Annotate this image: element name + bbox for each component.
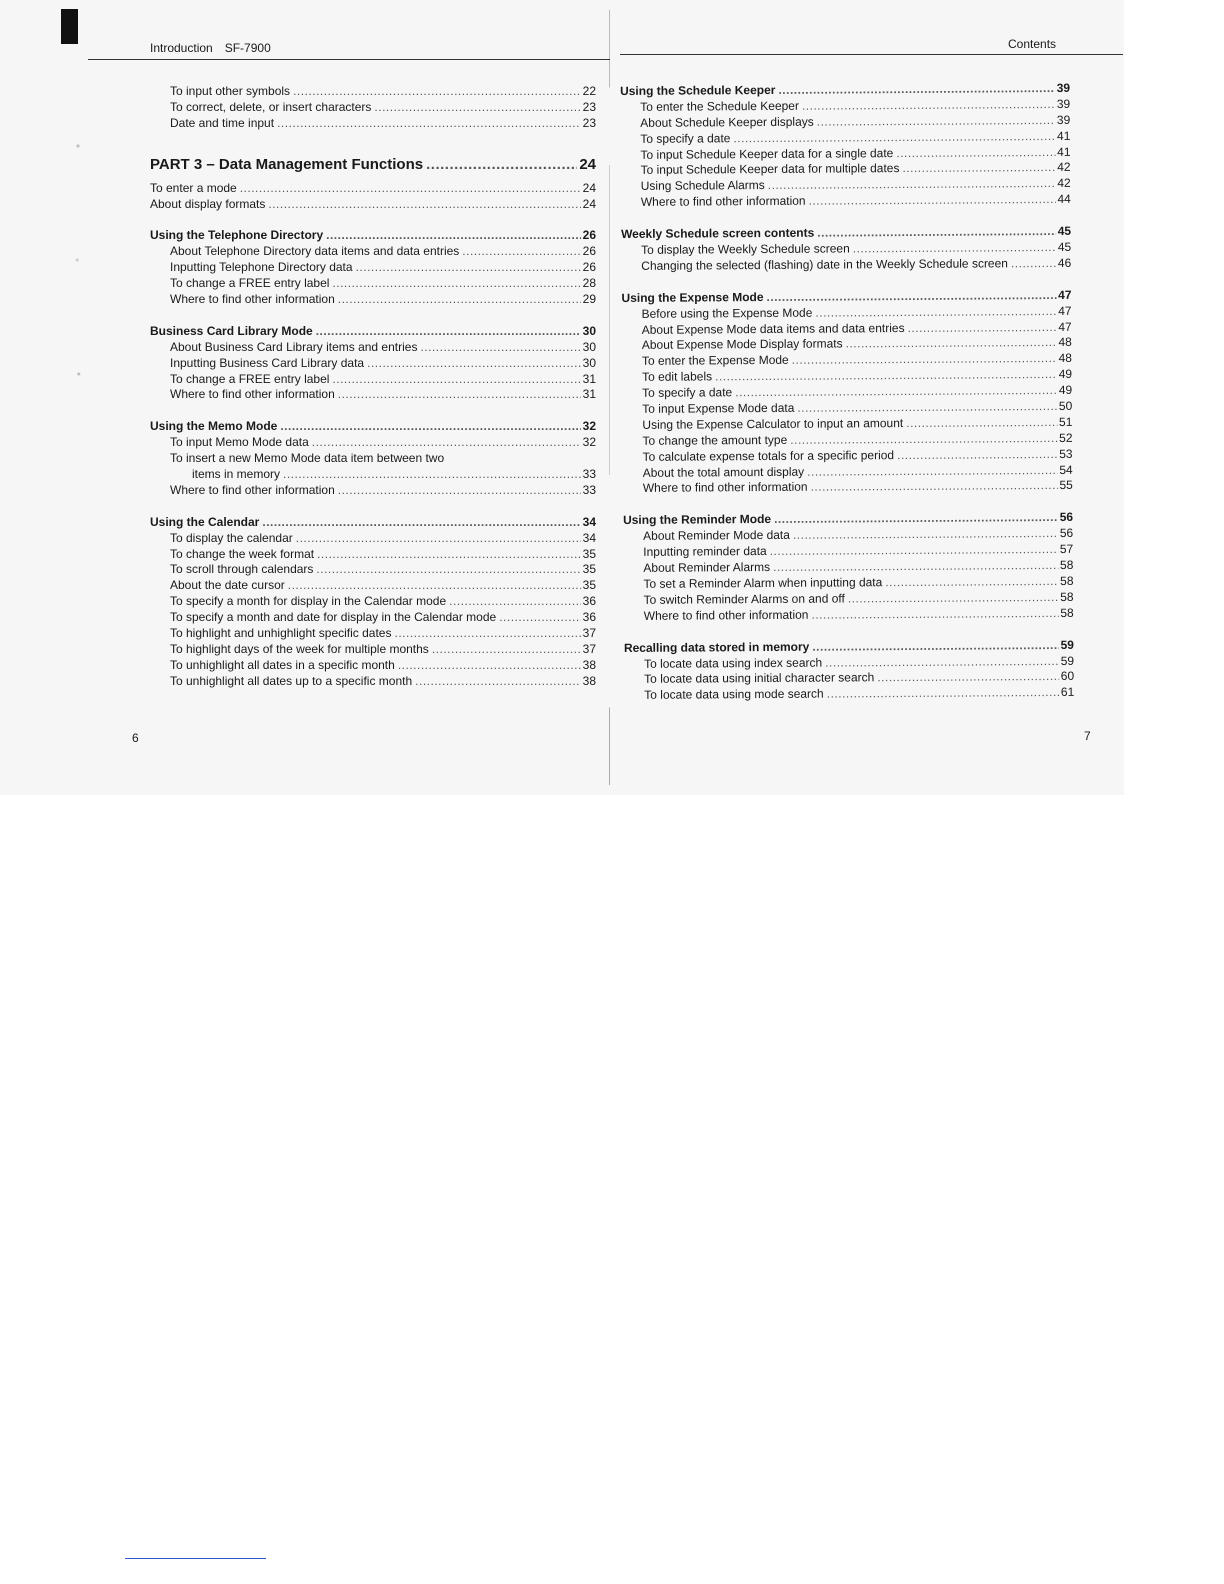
toc-entry[interactable]: About Telephone Directory data items and data entries ..... 26 — [150, 244, 596, 260]
left-toc-column — [150, 84, 596, 690]
toc-entry[interactable]: To input Expense Mode data ..... 50 — [622, 399, 1072, 418]
toc-entry[interactable]: To specify a date ..... 49 — [622, 383, 1072, 402]
toc-entry[interactable]: To input other symbols ..... 22 — [150, 84, 596, 100]
toc-entry[interactable]: About Business Card Library items and entries ..... 30 — [150, 340, 596, 356]
toc-entry[interactable]: To enter the Schedule Keeper ..... 39 — [620, 97, 1070, 116]
toc-entry[interactable]: Inputting Telephone Directory data ..... 26 — [150, 260, 596, 276]
toc-entry-continuation[interactable]: items in memory ..... 33 — [150, 467, 596, 483]
left-header-rule — [88, 59, 610, 60]
toc-entry[interactable]: About Reminder Mode data ..... 56 — [623, 526, 1073, 545]
toc-entry[interactable]: To edit labels ..... 49 — [622, 367, 1072, 386]
toc-entry[interactable]: To input Memo Mode data ..... 32 — [150, 435, 596, 451]
right-toc-column — [620, 81, 1074, 704]
bottom-underline-mark — [125, 1558, 266, 1559]
toc-entry[interactable]: To specify a month and date for display in the Calendar mode ..... 36 — [150, 610, 596, 626]
toc-entry[interactable]: Where to find other information ..... 55 — [623, 478, 1073, 497]
header-section-label: Introduction — [150, 41, 213, 55]
toc-entry[interactable]: To display the calendar ..... 34 — [150, 531, 596, 547]
toc-entry[interactable]: Where to find other information ..... 44 — [621, 192, 1071, 211]
toc-entry[interactable]: To scroll through calendars ..... 35 — [150, 562, 596, 578]
toc-entry[interactable]: To enter a mode ..... 24 — [150, 181, 596, 197]
toc-entry[interactable]: Using Schedule Alarms ..... 42 — [621, 176, 1071, 195]
toc-entry[interactable]: To input Schedule Keeper data for a single date ..... 41 — [620, 144, 1070, 163]
toc-entry[interactable]: Using the Expense Calculator to input an amount ..... 51 — [622, 415, 1072, 434]
toc-entry[interactable]: To change a FREE entry label ..... 31 — [150, 372, 596, 388]
toc-entry[interactable]: To display the Weekly Schedule screen ..... 45 — [621, 240, 1071, 259]
scan-specks — [74, 70, 82, 450]
toc-section-heading[interactable]: Using the Memo Mode ..... 32 — [150, 419, 596, 435]
toc-entry[interactable]: To highlight days of the week for multiple months ..... 37 — [150, 642, 596, 658]
toc-entry[interactable]: To correct, delete, or insert characters ..... 23 — [150, 100, 596, 116]
toc-entry[interactable]: To specify a date ..... 41 — [620, 129, 1070, 148]
toc-entry[interactable]: To highlight and unhighlight specific dates ..... 37 — [150, 626, 596, 642]
left-page-number: 6 — [132, 731, 139, 745]
toc-section-heading[interactable]: Using the Calendar ..... 34 — [150, 515, 596, 531]
toc-section-heading[interactable]: Business Card Library Mode ..... 30 — [150, 324, 596, 340]
toc-section-heading[interactable]: Using the Telephone Directory ..... 26 — [150, 228, 596, 244]
header-model-label: SF-7900 — [224, 41, 271, 55]
toc-entry[interactable]: About Schedule Keeper displays ..... 39 — [620, 113, 1070, 132]
toc-entry[interactable]: To set a Reminder Alarm when inputting data ..... 58 — [623, 574, 1073, 593]
toc-entry[interactable]: About Expense Mode Display formats ..... 48 — [622, 335, 1072, 354]
black-edge-tab — [61, 9, 78, 44]
right-page-number: 7 — [1084, 729, 1091, 743]
toc-entry[interactable]: To change the week format ..... 35 — [150, 547, 596, 563]
toc-entry[interactable]: About the date cursor ..... 35 — [150, 578, 596, 594]
toc-entry[interactable]: To locate data using mode search ..... 61 — [624, 685, 1074, 704]
toc-entry[interactable]: To unhighlight all dates up to a specific month ..... 38 — [150, 674, 596, 690]
center-fold-line — [609, 10, 610, 785]
toc-entry-first-line[interactable]: To insert a new Memo Mode data item between two — [170, 451, 445, 466]
toc-entry[interactable]: To locate data using initial character search ..... 60 — [624, 669, 1074, 688]
toc-section-heading[interactable]: Recalling data stored in memory ..... 59 — [624, 637, 1074, 656]
toc-entry[interactable]: To specify a month for display in the Calendar mode ..... 36 — [150, 594, 596, 610]
toc-entry[interactable]: Where to find other information ..... 31 — [150, 387, 596, 403]
left-running-header — [150, 41, 271, 55]
toc-entry[interactable]: Where to find other information ..... 33 — [150, 483, 596, 499]
right-header-rule — [620, 54, 1123, 55]
toc-section-heading[interactable]: Using the Expense Mode ..... 47 — [621, 288, 1071, 307]
toc-section-heading[interactable]: Using the Schedule Keeper ..... 39 — [620, 81, 1070, 100]
toc-entry[interactable]: To input Schedule Keeper data for multiple dates ..... 42 — [621, 160, 1071, 179]
toc-entry[interactable]: About display formats ..... 24 — [150, 197, 596, 213]
toc-section-heading[interactable]: Weekly Schedule screen contents ..... 45 — [621, 224, 1071, 243]
toc-entry[interactable]: Before using the Expense Mode ..... 47 — [622, 304, 1072, 323]
toc-entry[interactable]: To change a FREE entry label ..... 28 — [150, 276, 596, 292]
toc-entry[interactable]: Where to find other information ..... 29 — [150, 292, 596, 308]
toc-entry[interactable]: About Reminder Alarms ..... 58 — [623, 558, 1073, 577]
toc-entry[interactable]: Changing the selected (flashing) date in the Weekly Schedule screen ..... 46 — [621, 256, 1071, 275]
toc-entry[interactable]: To calculate expense totals for a specific period ..... 53 — [623, 447, 1073, 466]
toc-entry[interactable]: Date and time input ..... 23 — [150, 116, 596, 132]
toc-entry[interactable]: To unhighlight all dates in a specific month ..... 38 — [150, 658, 596, 674]
toc-entry[interactable]: To change the amount type ..... 52 — [622, 431, 1072, 450]
toc-entry[interactable]: To enter the Expense Mode ..... 48 — [622, 351, 1072, 370]
toc-section-heading[interactable]: Using the Reminder Mode ..... 56 — [623, 510, 1073, 529]
toc-entry[interactable]: Where to find other information ..... 58 — [624, 606, 1074, 625]
right-running-header: Contents — [1008, 37, 1057, 51]
toc-entry[interactable]: Inputting Business Card Library data ..... 30 — [150, 356, 596, 372]
toc-entry[interactable]: About the total amount display ..... 54 — [623, 462, 1073, 481]
toc-entry[interactable]: To locate data using index search ..... 59 — [624, 653, 1074, 672]
toc-entry[interactable]: About Expense Mode data items and data entries ..... 47 — [622, 319, 1072, 338]
toc-entry[interactable]: Inputting reminder data ..... 57 — [623, 542, 1073, 561]
toc-part-heading[interactable]: PART 3 – Data Management Functions ..... 24 — [150, 154, 596, 175]
toc-entry[interactable]: To switch Reminder Alarms on and off ..... 58 — [624, 590, 1074, 609]
